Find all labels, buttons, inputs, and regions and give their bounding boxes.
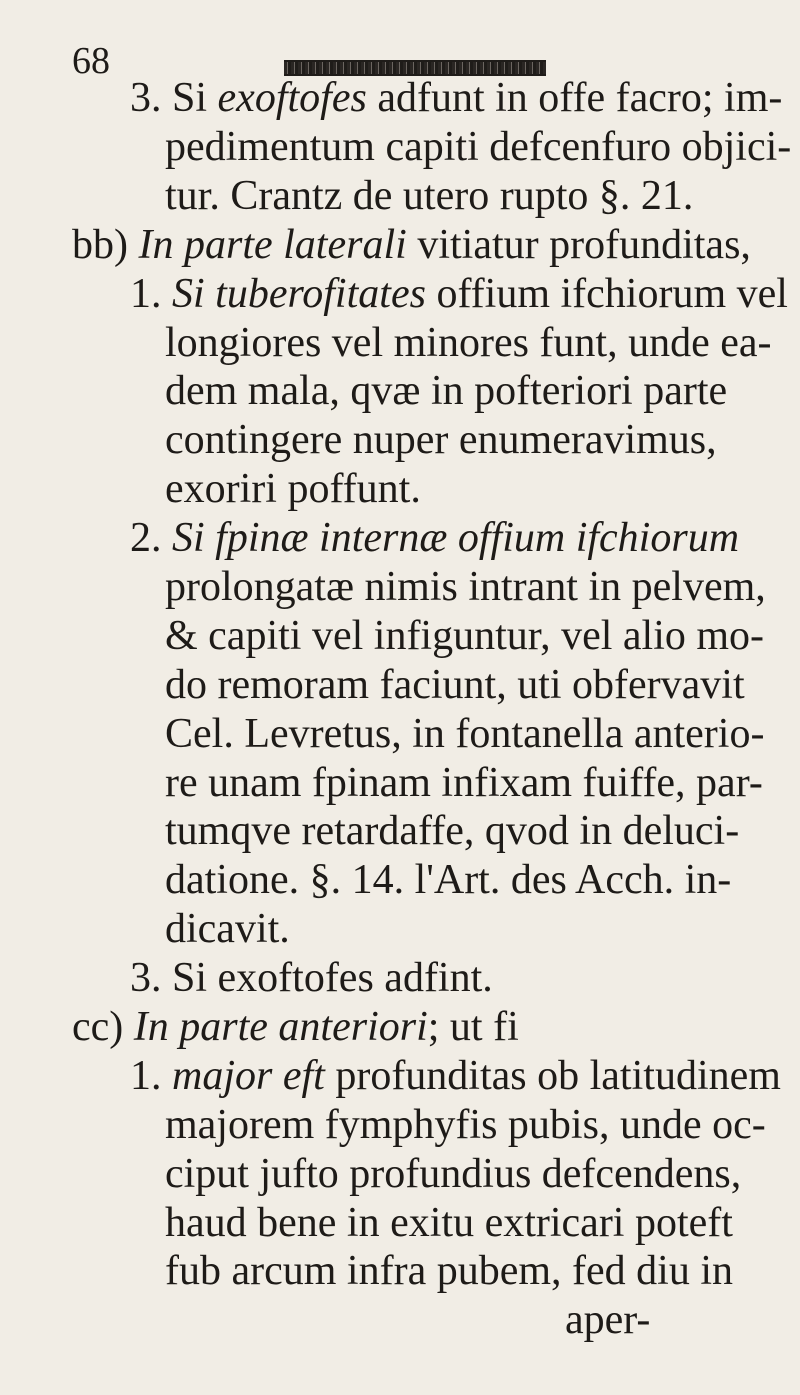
text-line [130, 1055, 781, 1097]
text-span: aper- [565, 1297, 651, 1343]
text-span: Si [172, 75, 218, 121]
text-line [165, 859, 731, 901]
text-line [165, 810, 739, 852]
text-span: 1. [130, 1053, 172, 1099]
text-line [165, 1104, 766, 1146]
text-span: 1. [130, 271, 172, 317]
text-line [165, 908, 290, 950]
text-line [130, 957, 493, 999]
text-line [165, 1153, 741, 1195]
text-span: tur. Crantz de utero rupto §. 21. [165, 173, 694, 219]
text-span: fub arcum infra pubem, fed diu in [165, 1248, 733, 1294]
italic-span: Si tuberofitates [172, 271, 426, 317]
text-span: majorem fymphyfis pubis, unde oc- [165, 1102, 766, 1148]
italic-span: Si fpinæ internæ offium ifchiorum [172, 515, 740, 561]
text-line [165, 126, 791, 168]
text-line [165, 468, 421, 510]
text-line [165, 664, 745, 706]
text-line [165, 762, 763, 804]
text-span: 2. [130, 515, 172, 561]
text-span: pedimentum capiti defcenfuro objici- [165, 124, 792, 170]
text-span: datione. §. 14. l'Art. des Acch. in- [165, 857, 732, 903]
text-span: haud bene in exitu extricari poteft [165, 1200, 733, 1246]
text-span: & capiti vel infiguntur, vel alio mo- [165, 613, 765, 659]
text-span: 3. Si exoftofes adfint. [130, 955, 493, 1001]
text-span: contingere nuper enumeravimus, [165, 417, 717, 463]
page-number: 68 [72, 40, 110, 82]
text-line [72, 1006, 519, 1048]
text-line [165, 175, 693, 217]
text-span: vitiatur profunditas, [406, 222, 751, 268]
text-span: dicavit. [165, 906, 290, 952]
text-line [165, 615, 764, 657]
text-line [72, 224, 751, 266]
text-span: tumqve retardaffe, qvod in deluci- [165, 808, 740, 854]
text-span: bb) [72, 222, 139, 268]
text-line [165, 370, 727, 412]
text-line [165, 566, 766, 608]
text-span: Cel. Levretus, in fontanella anterio- [165, 711, 765, 757]
text-line [130, 517, 739, 559]
text-line [565, 1299, 650, 1341]
text-line [165, 1202, 733, 1244]
text-span: dem mala, qvæ in pofteriori parte [165, 368, 728, 414]
text-span: longiores vel minores funt, unde ea- [165, 320, 772, 366]
italic-span: In parte laterali [138, 222, 407, 268]
text-span: profunditas ob latitudinem [324, 1053, 781, 1099]
text-line [130, 77, 782, 119]
text-span: ciput jufto profundius defcendens, [165, 1151, 742, 1197]
text-span: prolongatæ nimis intrant in pelvem, [165, 564, 766, 610]
text-line [165, 322, 772, 364]
text-span: re unam fpinam infixam fuiffe, par- [165, 760, 763, 806]
text-span: exoriri poffunt. [165, 466, 421, 512]
text-line [130, 273, 788, 315]
text-line [165, 419, 717, 461]
text-line [165, 1250, 733, 1292]
italic-span: major eft [172, 1053, 325, 1099]
text-line [165, 713, 764, 755]
text-span: do remoram faciunt, uti obfervavit [165, 662, 745, 708]
italic-span: exoftofes [217, 75, 367, 121]
text-span: adfunt in offe facro; im- [366, 75, 783, 121]
text-span: cc) [72, 1004, 134, 1050]
italic-span: In parte anteriori [133, 1004, 428, 1050]
text-span: offium ifchiorum vel [425, 271, 788, 317]
text-span: 3. [130, 75, 172, 121]
text-span: ; ut fi [427, 1004, 519, 1050]
